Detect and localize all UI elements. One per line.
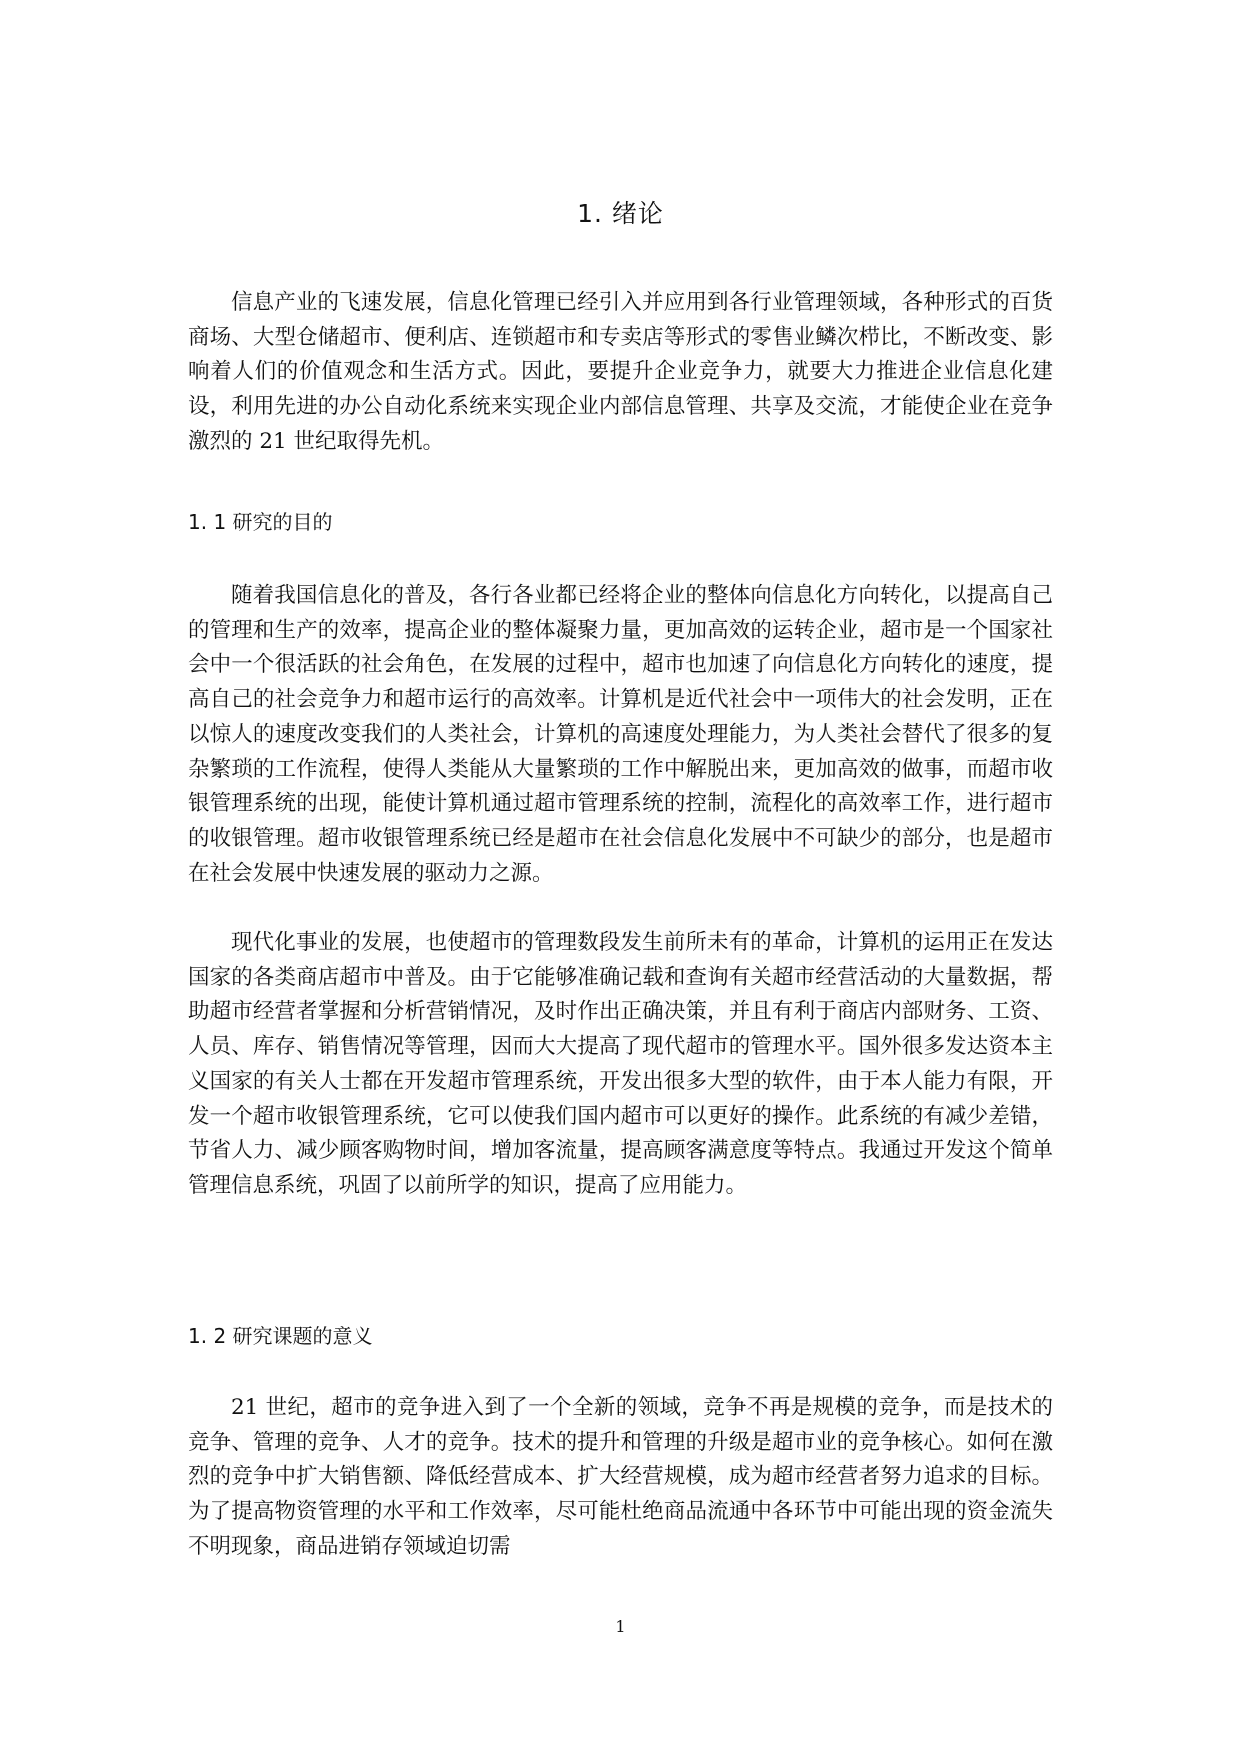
section-heading-1-1: 1. 1 研究的目的: [188, 510, 333, 534]
chapter-title: 1. 绪论: [577, 199, 664, 228]
intro-paragraph: 信息产业的飞速发展，信息化管理已经引入并应用到各行业管理领域，各种形式的百货商场、大型仓储超市、便利店、连锁超市和专卖店等形式的零售业鳞次栉比，不断改变、影响着人们的价值观念和生活方式。因此，要提升企业竞争力，就要大力推进企业信息化建设，利用先进的办公自动化系统来实现企业内部信息管理、共享及交流，才能使企业在竞争激烈的 21 世纪取得先机。: [188, 290, 1053, 454]
page-number: 1: [615, 1617, 626, 1636]
section-1-2-paragraph-1: 21 世纪，超市的竞争进入到了一个全新的领域，竞争不再是规模的竞争，而是技术的竞争、管理的竞争、人才的竞争。技术的提升和管理的升级是超市业的竞争核心。如何在激烈的竞争中扩大销售额、降低经营成本、扩大经营规模，成为超市经营者努力追求的目标。为了提高物资管理的水平和工作效率，尽可能杜绝商品流通中各环节中可能出现的资金流失不明现象，商品进销存领域迫切需: [188, 1395, 1053, 1559]
section-1-1-paragraph-2: 现代化事业的发展，也使超市的管理数段发生前所未有的革命，计算机的运用正在发达国家的各类商店超市中普及。由于它能够准确记载和查询有关超市经营活动的大量数据，帮助超市经营者掌握和分析营销情况，及时作出正确决策，并且有利于商店内部财务、工资、人员、库存、销售情况等管理，因而大大提高了现代超市的管理水平。国外很多发达资本主义国家的有关人士都在开发超市管理系统，开发出很多大型的软件，由于本人能力有限，开发一个超市收银管理系统，它可以使我们国内超市可以更好的操作。此系统的有减少差错，节省人力、减少顾客购物时间，增加客流量，提高顾客满意度等特点。我通过开发这个简单管理信息系统，巩固了以前所学的知识，提高了应用能力。: [188, 930, 1053, 1198]
section-heading-1-2: 1. 2 研究课题的意义: [188, 1324, 373, 1348]
section-1-1-paragraph-1: 随着我国信息化的普及，各行各业都已经将企业的整体向信息化方向转化，以提高自己的管理和生产的效率，提高企业的整体凝聚力量，更加高效的运转企业，超市是一个国家社会中一个很活跃的社会角色，在发展的过程中，超市也加速了向信息化方向转化的速度，提高自己的社会竞争力和超市运行的高效率。计算机是近代社会中一项伟大的社会发明，正在以惊人的速度改变我们的人类社会，计算机的高速度处理能力，为人类社会替代了很多的复杂繁琐的工作流程，使得人类能从大量繁琐的工作中解脱出来，更加高效的做事，而超市收银管理系统的出现，能使计算机通过超市管理系统的控制，流程化的高效率工作，进行超市的收银管理。超市收银管理系统已经是超市在社会信息化发展中不可缺少的部分，也是超市在社会发展中快速发展的驱动力之源。: [188, 583, 1053, 886]
